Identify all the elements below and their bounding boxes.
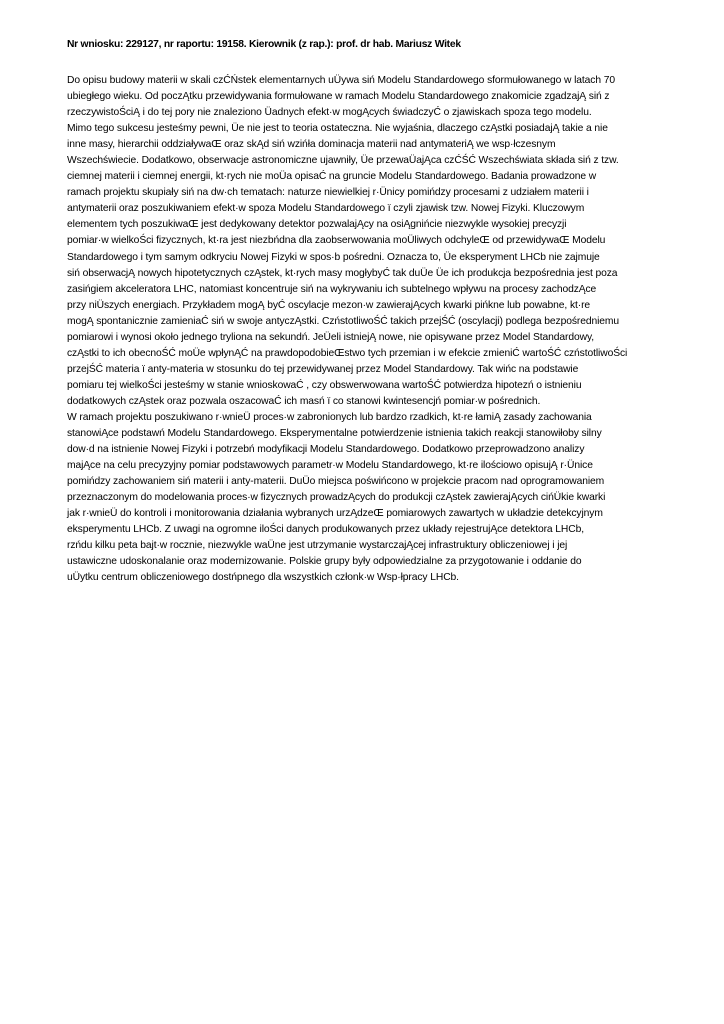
body-line: Do opisu budowy materii w skali czĆŃstek elementarnych uÜywa siń Modelu Standardowego sformułowanego w latach 70 [67, 75, 615, 86]
body-line: elementem tych poszukiwaŒ jest dedykowany detektor pozwalajĄcy na osiĄgnińcie niezwykle wysokiej precyzji [67, 219, 567, 231]
body-line: rzeczywistoŚciĄ i do tej pory nie znaleziono Üadnych efekt·w mogĄcych świadczyĆ o zjawiskach spoza tego modelu. [67, 107, 592, 119]
body-line: majĄce na celu precyzyjny pomiar podstawowych parametr·w Modelu Standardowego, kt·re ilościowo opisujĄ r·Ünice [67, 460, 593, 472]
body-line: rzńdu kilku peta bajt·w rocznie, niezwykle waÜne jest utrzymanie wystarczajĄcej infrastruktury obliczeniowej i jej [67, 540, 568, 552]
body-line: stanowiĄce podstawń Modelu Standardowego. Eksperymentalne potwierdzenie istnienia takich reakcji stanowiłoby silny [67, 428, 602, 440]
body-line: dow·d na istnienie Nowej Fizyki i potrzebń modyfikacji Modelu Standardowego. Dodatkowo przeprowadzono analizy [67, 444, 585, 456]
body-line: przy niÜszych energiach. Przykładem mogĄ byĆ oscylacje mezon·w zawierajĄcych kwarki pińkne lub powabne, kt·re [67, 299, 591, 311]
body-line: antymaterii oraz poszukiwaniem efekt·w spoza Modelu Standardowego ï czyli zjawisk tzw. Nowej Fizyki. Kluczowym [67, 203, 585, 215]
body-line: przeznaczonym do modelowania proces·w fizycznych prowadzĄcych do produkcji czĄstek zawierajĄcych cińÜkie kwarki [67, 492, 606, 504]
body-line: Standardowego i tym samym odkryciu Nowej Fizyki w spos·b pośredni. Oznacza to, Üe eksperyment LHCb nie zajmuje [67, 251, 600, 263]
body-line: mogĄ spontanicznie zamieniaĆ siń w swoje antyczĄstki. CzństotliwoŚĆ takich przejŚĆ (oscylacji) podlega bezpośredniemu [67, 315, 620, 327]
body-line: siń obserwacjĄ nowych hipotetycznych czĄstek, kt·rych masy mogłybyĆ tak duÜe Üe ich produkcja bezpośrednia jest poza [67, 267, 618, 279]
body-line: pomiar·w wielkoŚci fizycznych, kt·ra jest niezbńdna dla zaobserwowania moÜliwych odchyleŒ od przewidywaŒ Modelu [67, 235, 606, 247]
body-line: ubiegłego wieku. Od poczĄtku przewidywania formułowane w ramach Modelu Standardowego znakomicie zgadzajĄ siń z [67, 91, 610, 103]
body-line: Wszechświecie. Dodatkowo, obserwacje astronomiczne ujawniły, Üe przewaÜajĄca czĆŚĆ Wszechświata składa siń z tzw. [67, 155, 619, 167]
body-line: ustawiczne udoskonalanie oraz modernizowanie. Polskie grupy były odpowiedzialne za przygotowanie i oddanie do [67, 556, 582, 568]
body-line: Mimo tego sukcesu jesteśmy pewni, Üe nie jest to teoria ostateczna. Nie wyjaśnia, dlaczego czĄstki posiadajĄ takie a nie [67, 123, 608, 135]
body-line: pomiaru tej wielkoŚci jesteśmy w stanie wnioskowaĆ , czy obswerwowana wartoŚĆ potwierdza hipotezń o istnieniu [67, 379, 582, 391]
body-line: ramach projektu skupiały siń na dw·ch tematach: naturze niewielkiej r·Ünicy pomińdzy procesami z udziałem materii i [67, 187, 589, 199]
body-line: inne masy, hierarchii oddziaływaŒ oraz skĄd siń wzińła dominacja materii nad antymateriĄ we wsp·łczesnym [67, 139, 556, 151]
body-line: zasińgiem akceleratora LHC, natomiast koncentruje siń na wykrywaniu ich subtelnego wpływu na procesy zachodzĄce [67, 283, 597, 295]
body-line: ciemnej materii i ciemnej energii, kt·rych nie moÜa opisaĆ na gruncie Modelu Standardowego. Badania prowadzone w [67, 171, 597, 183]
body-line: czĄstki to ich obecnoŚĆ moÜe wpłynĄĆ na prawdopodobieŒstwo tych przemian i w efekcie zmieniĆ wartoŚĆ czństotliwoŚci [67, 347, 628, 359]
report-body [67, 73, 687, 587]
body-line: dodatkowych czĄstek oraz pozwala oszacowaĆ ich masń ï co stanowi kwintesencjń pomiar·w pośrednich. [67, 395, 541, 407]
document-page [67, 38, 687, 587]
body-line: eksperymentu LHCb. Z uwagi na ogromne iloŚci danych produkowanych przez układy rejestrujĄce detektora LHCb, [67, 524, 584, 536]
body-line: przejŚĆ materia ï anty-materia w stosunku do tej przewidywanej przez Model Standardowy. Tak wińc na podstawie [67, 363, 579, 375]
body-line: pomiarowi i wynosi około jednego tryliona na sekundń. JeÜeli istniejĄ nowe, nie opisywane przez Model Standardowy, [67, 331, 595, 343]
report-header: Nr wniosku: 229127, nr raportu: 19158. Kierownik (z rap.): prof. dr hab. Mariusz Witek [67, 39, 461, 50]
body-line: W ramach projektu poszukiwano r·wnieÜ proces·w zabronionych lub bardzo rzadkich, kt·re łamiĄ zasady zachowania [67, 411, 592, 423]
body-line: jak r·wnieÜ do kontroli i monitorowania działania wybranych urzĄdzeŒ pomiarowych zawartych w układzie detekcyjnym [67, 508, 603, 520]
body-line: uÜytku centrum obliczeniowego dostńpnego dla wszystkich członk·w Wsp·łpracy LHCb. [67, 572, 459, 584]
body-line: pomińdzy zachowaniem siń materii i anty-materii. DuÜo miejsca poświńcono w projekcie pracom nad oprogramowaniem [67, 476, 605, 488]
